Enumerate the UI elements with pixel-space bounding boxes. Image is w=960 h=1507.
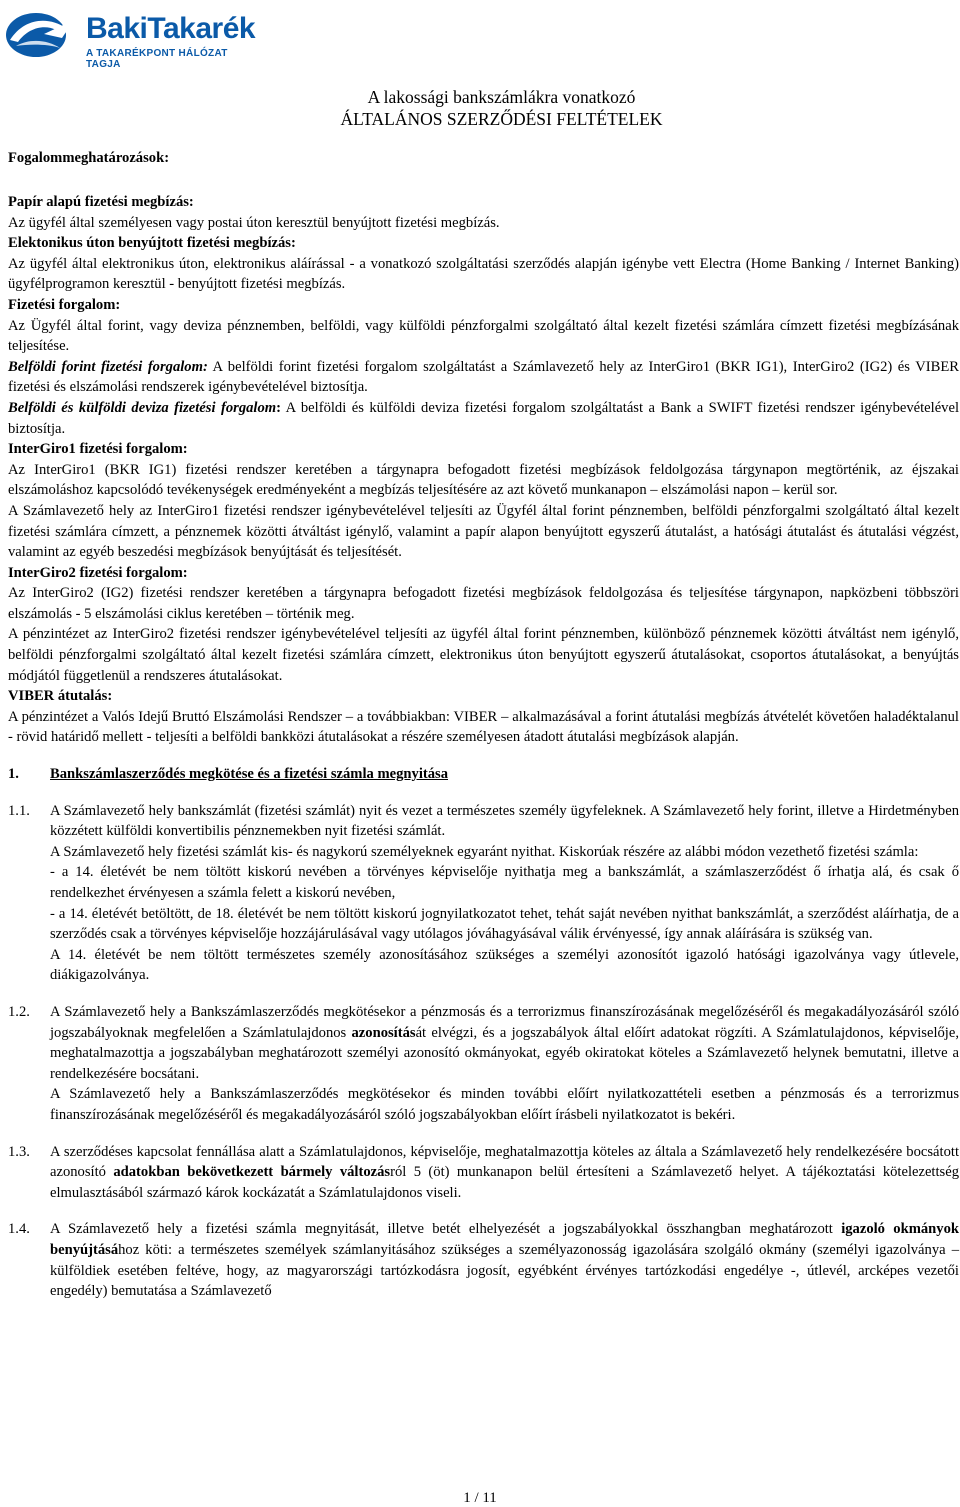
def-forgalom-text: Az Ügyfél által forint, vagy deviza pénznemben, belföldi, vagy külföldi pénzforgalmi szolgáltató által kezelt fizetési számlára címzett fizetési megbízásának teljesítése. (8, 317, 959, 355)
logo-tagline: A TAKARÉKPONT HÁLÓZAT TAGJA (86, 48, 228, 70)
clause-1-2-p1-emphasis: azonosítás (351, 1024, 416, 1041)
clause-1-4-p1-emphasis: igazoló okmányok benyújtásá (50, 1221, 959, 1258)
def-deviza-heading: Belföldi és külföldi deviza fizetési forgalom (8, 399, 277, 416)
section-1-heading (8, 764, 959, 785)
def-ig1-text2: A Számlavezető hely az InterGiro1 fizetési rendszer igénybevételével teljesíti az Ügyfél által forint pénznemben, belföldi pénzforgalmi szolgáltató által kezelt fizetési számlára címzett, a pénznemek közötti átváltást igénylő, valamint a papír alapon benyújtott egyszerű átutalást, a hatósági átutalást és átutalási végzést, valamint az egyéb beszedési megbízások benyújtását és teljesítését. (8, 502, 959, 561)
clause-1-2-p1-end: át elvégzi, és a jogszabályok által előírt adatokat rögzíti. A Számlatulajdonos, képviselője, meghatalmazottja a jogszabályban meghatározott személyi azonosító okmányokat, egyéb okiratokat köteles a Számlavezető helynek bemutatni, illetve a rendelkezésére bocsátani. (50, 1024, 959, 1082)
clause-1-1-p4: - a 14. életévét betöltött, de 18. életévét be nem töltött kiskorú jognyilatkozatot tehet, tehát saját nevében nyithat bankszámlát, a szerződést aláírhatja, de a szerződés csak a törvényes képviselője hozzájárulásával vagy utólagos jóváhagyásával válik érvényessé, így annak aláírására is szükség van. (50, 905, 959, 943)
document-title-line1: A lakossági bankszámlákra vonatkozó (367, 87, 636, 107)
clause-1-1-number: 1.1. (8, 802, 30, 819)
def-ig2-text1: Az InterGiro2 (IG2) fizetési rendszer keretében a tárgynapra befogadott fizetési megbízások feldolgozása és teljesítése tárgynapon, napközbeni többszöri elszámolás - 5 elszámolási ciklus keretében – történik meg. (8, 585, 959, 622)
clause-1-1-p2: A Számlavezető hely fizetési számlát kis- és nagykorú személyeknek egyaránt nyithat. Kiskorúak részére az alábbi módon vezethető fizetési számla: (50, 843, 919, 860)
section-1-number: 1. (8, 766, 19, 783)
logo-name: BakiTakarék (86, 12, 256, 45)
def-papir-text: Az ügyfél által személyesen vagy postai úton keresztül benyújtott fizetési megbízás. (8, 214, 500, 231)
clause-1-3-number: 1.3. (8, 1143, 30, 1160)
def-viber-text: A pénzintézet a Valós Idejű Bruttó Elszámolási Rendszer – a továbbiakban: VIBER – alkalmazásával a forint átutalási megbízás átvételét követően haladéktalanul - rövid határidő mellett - teljesíti a belföldi bankközi átutalásokat a részére személyesen átadott átutalási megbízások alapján. (8, 708, 959, 746)
clause-1-4-p1 (50, 1219, 959, 1301)
clause-1-1 (8, 801, 959, 986)
clause-1-3-p1-end: ról 5 (öt) munkanapon belül értesíteni a Számlavezető helyet. A tájékoztatási kötelezettség elmulasztásából származó károk kockázatát a Számlatulajdonos viseli. (50, 1164, 959, 1201)
page-number: 1 / 11 (463, 1490, 497, 1506)
def-papir-heading: Papír alapú fizetési megbízás: (8, 194, 194, 210)
def-ig1-heading: InterGiro1 fizetési forgalom: (8, 441, 188, 458)
clause-1-2-p1 (50, 1002, 959, 1084)
clause-1-3-p1-start: A szerződéses kapcsolat fennállása alatt a Számlatulajdonos, képviselője, meghatalmazottja köteles az általa a Számlavezető hely rendelkezésére bocsátott azonosító (50, 1143, 959, 1181)
document-title-line2: ÁLTALÁNOS SZERZŐDÉSI FELTÉTELEK (340, 109, 663, 129)
def-ig2-text2: A pénzintézet az InterGiro2 fizetési rendszer igénybevételével teljesíti az ügyfél által forint pénznemben, különböző pénznemek közötti átváltást nem igénylő, belföldi pénzforgalmi szolgáltató által kezelt fizetési számlára címzett, elektronikus úton benyújtott egyszerű átutalásokat, csoportos átutalásokat, a benyújtás módjától függetlenül a rendszeres átutalásokat. (8, 626, 959, 684)
bakitakarek-logo (4, 8, 256, 70)
logo-emblem-icon (4, 10, 78, 60)
clause-1-4-p1-end: hoz köti: a természetes személyek számlanyitásához szükséges a személyazonosság igazolására szolgáló okmány (személyi igazolványa – külföldiek esetében feltéve, hogy, az magyarországi tartózkodásra jogosít, egyébként érvényes tartózkodási engedélye -, útlevél, arcképes vezetői engedély) bemutatása a Számlavezető (50, 1241, 959, 1300)
section-1-title: Bankszámlaszerződés megkötése és a fizetési számla megnyitása (50, 766, 449, 783)
def-belfoldi-forint-heading: Belföldi forint fizetési forgalom: (8, 358, 208, 375)
def-ig1-text1: Az InterGiro1 (BKR IG1) fizetési rendszer keretében a tárgynapra befogadott fizetési megbízások feldolgozása tárgynapon megtörténik, az éjszakai elszámoláshoz kapcsolódó tevékenységek eredményeként a megbízás teljesítésére az azt követő munkanapon – elszámolási napon – kerül sor. (8, 461, 959, 499)
clause-1-3-p1 (50, 1142, 959, 1204)
def-forgalom-heading: Fizetési forgalom: (8, 296, 121, 313)
def-deviza-colon: : (276, 399, 281, 416)
clause-1-2-p1-start: A Számlavezető hely a Bankszámlaszerződés megkötésekor a pénzmosás és a terrorizmus finanszírozásának megelőzéséről és megakadályozásáról szóló jogszabályoknak megfelelően a Számlatulajdonos (50, 1003, 959, 1041)
clause-1-2-number: 1.2. (8, 1003, 30, 1020)
document-body (8, 192, 959, 1302)
clause-1-1-p3: - a 14. életévét be nem töltött kiskorú nevében a törvényes képviselője nyithatja meg a bankszámlát, a számlaszerződést ő írhatja alá, és csak ő rendelkezhet érvényesen a számla felett a kiskorú nevében, (50, 864, 959, 901)
clause-1-3-p1-emphasis: adatokban bekövetkezett bármely változás (113, 1164, 391, 1181)
clause-1-1-p5: A 14. életévét be nem töltött természetes személy azonosításához szükséges a személyi azonosítót igazoló hatósági igazolványa vagy útlevele, diákigazolványa. (50, 946, 959, 984)
def-deviza (8, 398, 959, 439)
clause-1-4-number: 1.4. (8, 1221, 30, 1238)
def-belfoldi-forint (8, 357, 959, 398)
def-elektronikus-text: Az ügyfél által elektronikus úton, elektronikus aláírással - a vonatkozó szolgáltatási szerződés alapján igénybe vett Electra (Home Banking / Internet Banking) ügyfélprogramon keresztül - benyújtott fizetési megbízás. (8, 255, 959, 293)
def-elektronikus-heading: Elektonikus úton benyújtott fizetési megbízás: (8, 235, 296, 252)
def-ig2-heading: InterGiro2 fizetési forgalom: (8, 564, 188, 581)
clause-1-4 (8, 1219, 959, 1301)
def-viber-heading: VIBER átutalás: (8, 688, 113, 705)
clause-1-3 (8, 1142, 959, 1204)
def-belfoldi-forint-text: A belföldi forint fizetési forgalom szolgáltatást a Számlavezető hely az InterGiro1 (BKR IG1), InterGiro2 (IG2) és VIBER fizetési és elszámolási rendszerek igénybevételével biztosítja. (8, 358, 960, 396)
definitions-heading: Fogalommeghatározások: (8, 150, 170, 166)
def-deviza-text: A belföldi és külföldi deviza fizetési forgalom szolgáltatást a Bank a SWIFT fizetési rendszer igénybevételével biztosítja. (8, 399, 960, 437)
clause-1-4-p1-start: A Számlavezető hely a fizetési számla megnyitását, illetve betét elhelyezését a jogszabályokkal összhangban meghatározott (50, 1221, 842, 1238)
clause-1-1-p1: A Számlavezető hely bankszámlát (fizetési számlát) nyit és vezet a természetes személy ügyfeleknek. A Számlavezető hely forint, illetve a Hirdetményben közzétett külföldi konvertibilis pénznemekben nyit fizetési számlát. (50, 802, 959, 840)
clause-1-2 (8, 1002, 959, 1126)
clause-1-2-p2: A Számlavezető hely a Bankszámlaszerződés megkötésekor és minden további előírt nyilatkozattételi esetben a pénzmosás és a terrorizmus finanszírozásának megelőzéséről és megakadályozásáról szóló jogszabályokban előírt írásbeli nyilatkozatot is bekéri. (50, 1086, 959, 1123)
